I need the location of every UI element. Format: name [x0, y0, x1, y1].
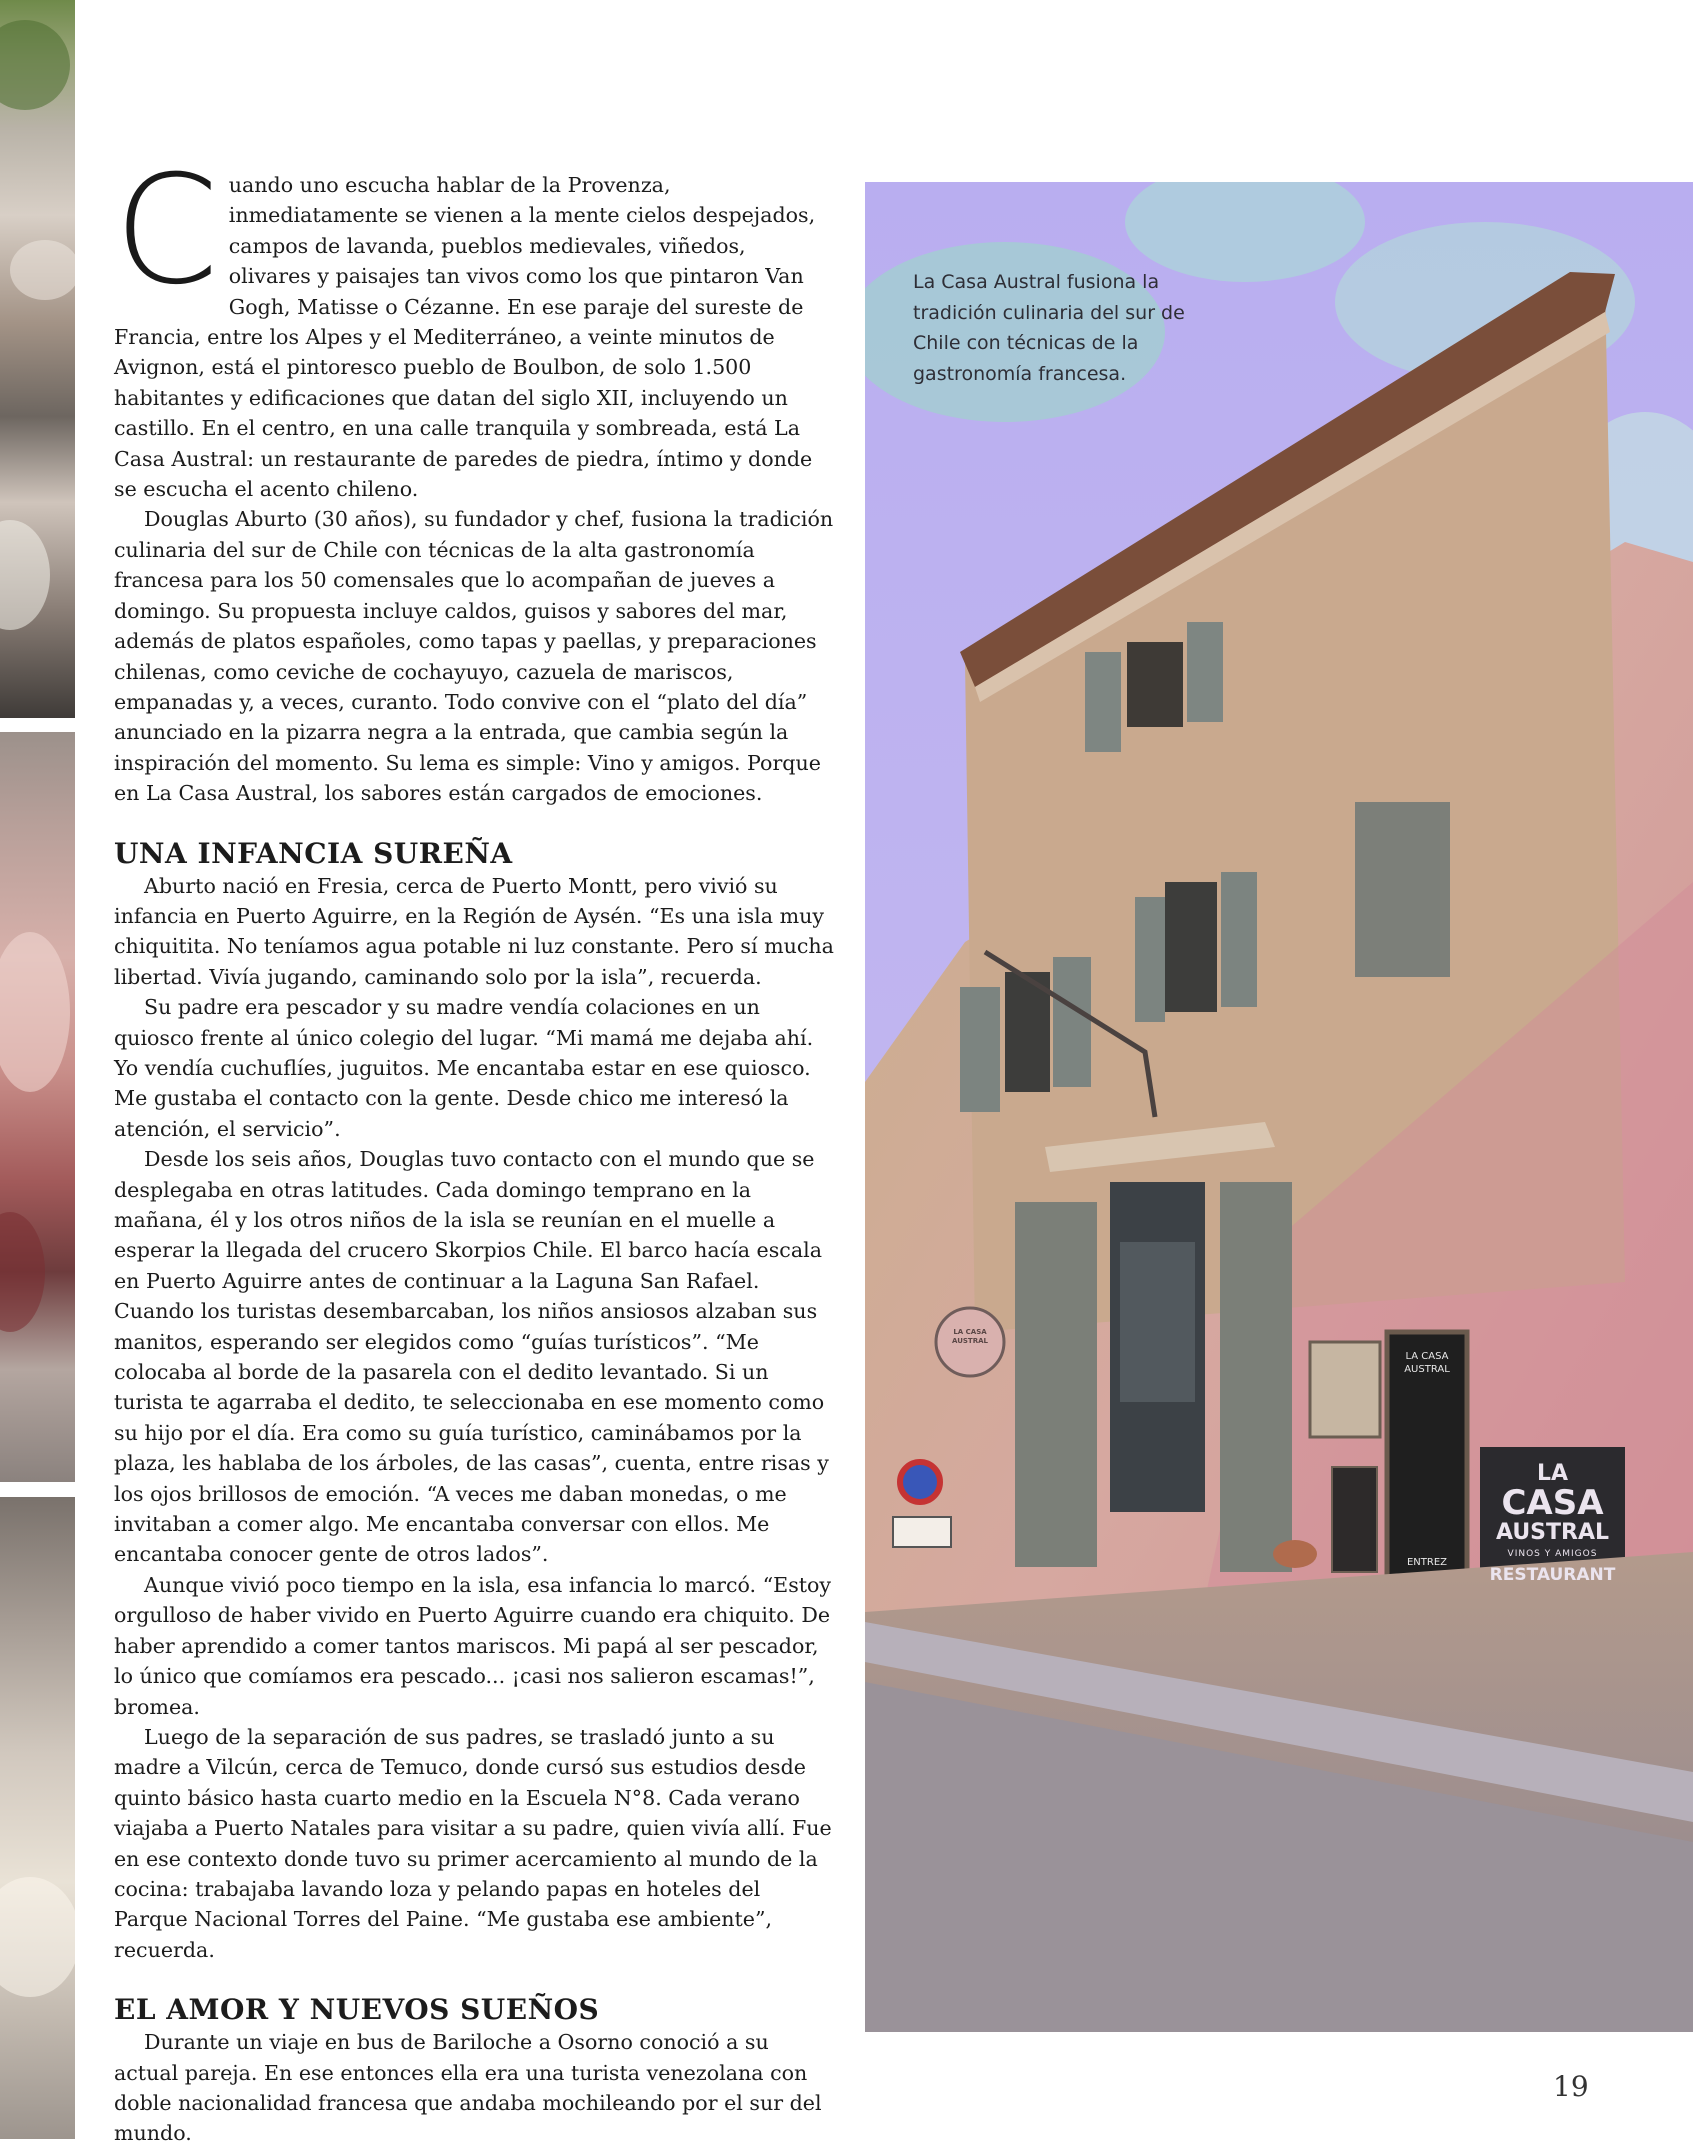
building-illustration — [865, 182, 1693, 2032]
sign-middle: CASA — [1501, 1483, 1604, 1523]
chalkboard-footer: ENTREZ — [1406, 1557, 1448, 1568]
paragraph: Durante un viaje en bus de Bariloche a Osorno conoció a su actual pareja. En ese entonces ella era una turista venezolana con doble nacionalidad francesa que andaba mochileando por el sur del mundo. — [114, 2030, 822, 2146]
sign-sub: VINOS Y AMIGOS — [1507, 1549, 1598, 1559]
left-photo-strip-top — [0, 0, 75, 718]
section-heading-amor: EL AMOR Y NUEVOS SUEÑOS — [114, 1993, 600, 2027]
photo-caption: La Casa Austral fusiona la tradición culinaria del sur de Chile con técnicas de la gastronomía francesa. — [913, 271, 1185, 385]
paragraph: Desde los seis años, Douglas tuvo contacto con el mundo que se desplegaba en otras latitudes. Cada domingo temprano en la mañana, él y los otros niños de la isla se reunían en el muelle a esperar la llegada del crucero Skorpios Chile. El barco hacía escala en Puerto Aguirre antes de continuar a la Laguna San Rafael. Cuando los turistas desembarcaban, los niños ansiosos alzaban sus manitos, esperando ser elegidos como “guías turísticos”. “Me colocaba al borde de la pasarela con el dedito levantado. Si un turista te agarraba el dedito, te seleccionaba en ese momento como su hijo por el día. Era como su guía turístico, caminábamos por la plaza, les hablaba de los árboles, de las casas”, cuenta, entre risas y los ojos brillosos de emoción. “A veces me daban monedas, o me invitaban a comer algo. Me encantaba conversar con ellos. Me encantaba conocer gente de otros lados”. — [114, 1147, 829, 1567]
left-photo-strip-bottom — [0, 1497, 75, 2139]
drop-cap: C — [114, 144, 217, 318]
left-photo-strip-middle — [0, 732, 75, 1482]
page-number: 19 — [1553, 2070, 1589, 2103]
restaurant-photo — [865, 182, 1693, 2032]
paragraph: Aunque vivió poco tiempo en la isla, esa infancia lo marcó. “Estoy orgulloso de haber vivido en Puerto Aguirre cuando era chiquito. De haber aprendido a comer tantos mariscos. Mi papá al ser pescador, lo único que comíamos era pescado... ¡casi nos salieron escamas!”, bromea. — [114, 1572, 832, 1719]
section-heading-infancia: UNA INFANCIA SUREÑA — [114, 836, 513, 870]
paragraph: Luego de la separación de sus padres, se trasladó junto a su madre a Vilcún, cerca de Temuco, donde cursó sus estudios desde quinto básico hasta cuarto medio en la Escuela N°8. Cada verano viajaba a Puerto Natales para visitar a su padre, quien vivía allí. Fue en ese contexto donde tuvo su primer acercamiento al mundo de la cocina: trabajaba lavando loza y pelando papas en hoteles del Parque Nacional Torres del Paine. “Me gustaba ese ambiente”, recuerda. — [114, 1724, 832, 1962]
sign-top: LA — [1536, 1461, 1569, 1486]
article-column — [114, 144, 834, 2149]
paragraph: Aburto nació en Fresia, cerca de Puerto Montt, pero vivió su infancia en Puerto Aguirre, en la Región de Aysén. “Es una isla muy chiquitita. No teníamos agua potable ni luz constante. Pero sí mucha libertad. Vivía jugando, caminando solo por la isla”, recuerda. — [114, 873, 834, 989]
intro-paragraph — [114, 144, 834, 504]
sign-restaurant: RESTAURANT — [1489, 1565, 1616, 1585]
sign-bottom: AUSTRAL — [1495, 1520, 1610, 1545]
paragraph: Su padre era pescador y su madre vendía colaciones en un quiosco frente al único colegio del lugar. “Mi mamá me dejaba ahí. Yo vendía cuchuflíes, juguitos. Me encantaba estar en ese quiosco. Me gustaba el contacto con la gente. Desde chico me interesó la atención, el servicio”. — [114, 995, 814, 1141]
chalkboard-title: LA CASA AUSTRAL — [1404, 1351, 1450, 1375]
paragraph-text: uando uno escucha hablar de la Provenza, inmediatamente se vienen a la mente cielos despejados, campos de lavanda, pueblos medievales, viñedos, olivares y paisajes tan vivos como los que pintaron Van Gogh, Matisse o Cézanne. En ese paraje del sureste de Francia, entre los Alpes y el Mediterráneo, a veinte minutos de Avignon, está el pintoresco pueblo de Boulbon, de solo 1.500 habitantes y edificaciones que datan del siglo XII, incluyendo un castillo. En el centro, en una calle tranquila y sombreada, está La Casa Austral: un restaurante de paredes de piedra, íntimo y donde se escucha el acento chileno. — [114, 173, 816, 502]
restaurant-sign — [1480, 1447, 1625, 1627]
wall-logo-text: LA CASA AUSTRAL — [952, 1328, 988, 1345]
paragraph: Douglas Aburto (30 años), su fundador y chef, fusiona la tradición culinaria del sur de Chile con técnicas de la alta gastronomía francesa para los 50 comensales que lo acompañan de jueves a domingo. Su propuesta incluye caldos, guisos y sabores del mar, además de platos españoles, como tapas y paellas, y preparaciones chilenas, como ceviche de cochayuyo, cazuela de mariscos, empanadas y, a veces, curanto. Todo convive con el “plato del día” anunciado en la pizarra negra a la entrada, que cambia según la inspiración del momento. Su lema es simple: Vino y amigos. Porque en La Casa Austral, los sabores están cargados de emociones. — [114, 507, 834, 806]
